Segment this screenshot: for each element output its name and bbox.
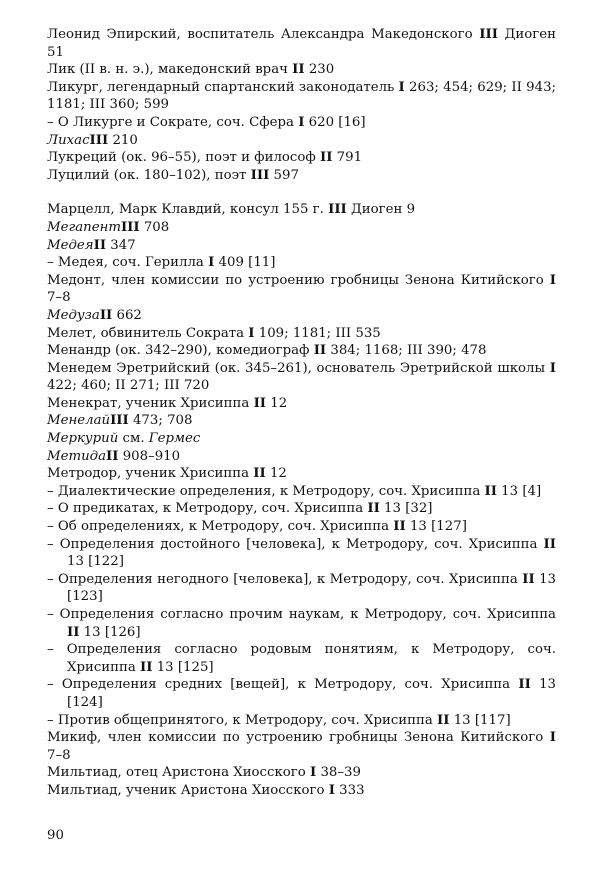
index-subentry: – О предикатах, к Метродору, соч. Хрисиппа II 13 [32] [47, 501, 433, 517]
index-subentry: – Определения согласно прочим наукам, к Метродору, соч. Хрисиппа II 13 [126] [47, 607, 556, 640]
index-subentry: – Определения достойного [человека], к Метродору, соч. Хрисиппа II 13 [122] [47, 536, 556, 570]
index-entry: МедеяII 347 [47, 237, 136, 253]
index-entry: Мильтиад, ученик Аристона Хиосского I 333 [47, 782, 365, 798]
index-entry: Лик (II в. н. э.), македонский врач II 230 [47, 62, 335, 78]
index-entry: Менедем Эретрийский (ок. 345–261), основатель Эретрийской школы I 422; 460; II 271; III 720 [47, 360, 556, 394]
index-entry: Меркурий см. Гермес [47, 431, 201, 447]
index-subentry: – Определения средних [вещей], к Метродору, соч. Хрисиппа II 13 [124] [47, 677, 556, 710]
index-subentry: – Против общепринятого, к Метродору, соч. Хрисиппа II 13 [117] [47, 712, 511, 728]
index-entry: МегапентIII 708 [47, 219, 170, 235]
index-entry: Менекрат, ученик Хрисиппа II 12 [47, 395, 288, 411]
page-number: 90 [47, 828, 64, 843]
index-entry: Микиф, член комиссии по устроению гробницы Зенона Китийского I 7–8 [47, 730, 556, 763]
index-entry: Леонид Эпирский, воспитатель Александра Македонского III Диоген 51 [47, 27, 556, 60]
index-entry: Мильтиад, отец Аристона Хиосского I 38–39 [47, 765, 361, 781]
index-entry: Лукреций (ок. 96–55), поэт и философ II 791 [47, 150, 363, 166]
index-entry: МенелайIII 473; 708 [47, 413, 193, 429]
index-subentry: – Диалектические определения, к Метродору, соч. Хрисиппа II 13 [4] [47, 483, 542, 499]
index-entry: ЛихасIII 210 [47, 132, 138, 148]
index-entry: Луцилий (ок. 180–102), поэт III 597 [47, 167, 299, 183]
index-subentry: – Определения согласно родовым понятиям, к Метродору, соч. Хрисиппа II 13 [125] [47, 642, 556, 675]
section-gap [47, 184, 556, 201]
index-subentry: – Медея, соч. Герилла I 409 [11] [47, 255, 276, 271]
index-entry: МедузаII 662 [47, 307, 142, 323]
index-entry: Метродор, ученик Хрисиппа II 12 [47, 466, 287, 482]
index-entry: Медонт, член комиссии по устроению гробницы Зенона Китийского I 7–8 [47, 272, 556, 306]
index-entry: Ликург, легендарный спартанский законодатель I 263; 454; 629; II 943; 1181; III 360; 599 [47, 79, 557, 113]
index-subentry: – Об определениях, к Метродору, соч. Хрисиппа II 13 [127] [47, 519, 467, 535]
index-subentry: – О Ликурге и Сократе, соч. Сфера I 620 [16] [47, 114, 366, 130]
index-subentry: – Определения негодного [человека], к Метродору, соч. Хрисиппа II 13 [123] [47, 571, 556, 605]
index-entry: Марцелл, Марк Клавдий, консул 155 г. III Диоген 9 [47, 202, 416, 218]
index-entry: Мелет, обвинитель Сократа I 109; 1181; III 535 [47, 325, 381, 341]
index-entry: Менандр (ок. 342–290), комедиограф II 384; 1168; III 390; 478 [47, 343, 487, 359]
index-entry: МетидаII 908–910 [47, 448, 181, 464]
